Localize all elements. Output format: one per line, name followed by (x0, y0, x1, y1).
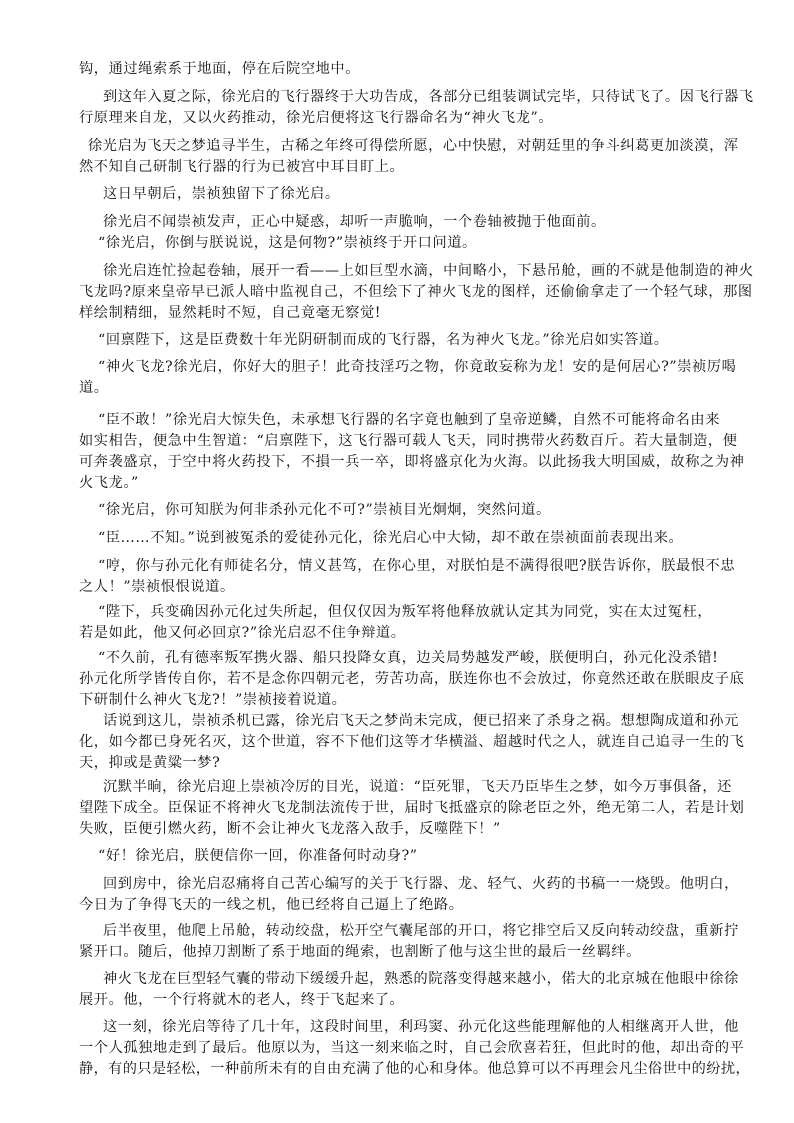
text-line: “臣不敢！”徐光启大惊失色，未承想飞行器的名字竟也触到了皇帝逆鳞，自然不可能将命名由来 (98, 412, 720, 428)
text-line: 火飞龙。” (79, 475, 139, 491)
text-line: 展开。他，一个行将就木的老人，终于飞起来了。 (79, 992, 405, 1008)
text-line: “回禀陛下，这是臣费数十年光阴研制而成的飞行器，名为神火飞龙。”徐光启如实答道。 (98, 332, 669, 348)
text-line: 之人！”崇祯恨恨说道。 (79, 579, 235, 595)
text-line: 如实相告，便急中生智道：“启禀陛下，这飞行器可载人飞天，同时携带火药数百斤。若大量制造，便 (79, 433, 738, 449)
text-line: 钩，通过绳索系于地面，停在后院空地中。 (79, 61, 360, 77)
text-line: 神火飞龙在巨型轻气囊的带动下缓缓升起，熟悉的院落变得越来越小，偌大的北京城在他眼中徐徐 (103, 971, 739, 987)
text-line: “陛下，兵变确因孙元化过失所起，但仅仅因为叛军将他释放就认定其为同党，实在太过冤枉， (98, 604, 713, 620)
text-line: “徐光启，你可知朕为何非杀孙元化不可?”崇祯目光炯炯，突然问道。 (98, 502, 551, 518)
text-line: 话说到这儿，崇祯杀机已露，徐光启飞天之梦尚未完成，便已招来了杀身之祸。想想陶成道和孙元 (103, 713, 739, 729)
text-line: “神火飞龙?徐光启，你好大的胆子！此奇技淫巧之物，你竟敢妄称为龙！安的是何居心?”崇祯厉喝 (98, 359, 737, 375)
text-line: “好！徐光启，朕便信你一回，你准备何时动身?” (98, 848, 418, 864)
text-line: 后半夜里，他爬上吊舱，转动绞盘，松开空气囊尾部的开口，将它排空后又反向转动绞盘，重新拧 (103, 923, 739, 939)
text-line: 飞龙吗?原来皇帝早已派人暗中监视自己，不但绘下了神火飞龙的图样，还偷偷拿走了一个轻气球，那图 (79, 284, 753, 300)
text-line: 下研制什么神火飞龙?！”崇祯接着说道。 (79, 692, 347, 708)
text-line: 到这年入夏之际，徐光启的飞行器终于大功告成，各部分已组装调试完毕，只待试飞了。因飞行器飞 (103, 89, 754, 105)
text-line: 若是如此，他又何必回京?”徐光启忍不住争辩道。 (79, 625, 406, 641)
text-line: 沉默半晌，徐光启迎上崇祯冷厉的目光，说道：“臣死罪，飞天乃臣毕生之梦，如今万事俱备，还 (103, 779, 732, 795)
text-line: 回到房中，徐光启忍痛将自己苦心编写的关于飞行器、龙、轻气、火药的书稿一一烧毁。他明白， (103, 876, 739, 892)
text-line: 紧开口。随后，他掉刀割断了系于地面的绳索，也割断了他与这尘世的最后一丝羁绊。 (79, 944, 641, 960)
text-line: “哼，你与孙元化有师徒名分，情义甚笃，在你心里，对朕怕是不满得很吧?朕告诉你，朕最恨不忠 (98, 558, 736, 574)
text-line: 样绘制精细，显然耗时不短，自己竟毫无察觉! (79, 305, 382, 321)
text-line: 道。 (79, 380, 109, 396)
text-line: 可奔袭盛京，于空中将火药投下，不損一兵一卒，即将盛京化为火海。以此扬我大明国威，故称之为神 (79, 454, 745, 470)
text-line: “不久前，孔有德率叛军携火器、船只投降女真，边关局势越发严峻，朕便明白，孙元化没杀错! (98, 650, 719, 666)
text-line: 化，如今都已身死名灭，这个世道，容不下他们这等才华横溢、超越时代之人，就连自己追寻一生的飞 (79, 734, 745, 750)
text-line: 徐光启连忙捡起卷轴，展开一看——上如巨型水滴，中间略小，下悬吊舱，画的不就是他制造的神火 (103, 263, 754, 279)
text-line: “臣……不知。”说到被冤杀的爱徒孙元化，徐光启心中大恸，却不敢在崇祯面前表现出来。 (98, 530, 684, 546)
text-line: 天，抑或是黄粱一梦? (79, 755, 221, 771)
text-line: “徐光启，你倒与朕说说，这是何物?”崇祯终于开口问道。 (98, 235, 477, 251)
text-line: 徐光启为飞天之梦追寻半生，古稀之年终可得偿所愿，心中快慰，对朝廷里的争斗纠葛更加淡漠，浑 (88, 138, 739, 154)
text-line: 然不知自己研制飞行器的行为已被宫中耳目盯上。 (79, 159, 405, 175)
text-line: 一个人孤独地走到了最后。他原以为，当这一刻来临之时，自己会欣喜若狂，但此时的他，却出奇的平 (79, 1040, 745, 1056)
text-line: 静，有的只是轻松，一种前所未有的自由充满了他的心和身体。他总算可以不再理会凡尘俗世中的纷扰， (79, 1061, 751, 1077)
text-line: 这日早朝后，崇祯独留下了徐光启。 (103, 186, 340, 202)
text-line: 行原理来自龙，又以火药推动，徐光启便将这飞行器命名为“神火飞龙”。 (79, 110, 554, 126)
text-line: 这一刻，徐光启等待了几十年，这段时间里，利玛窦、孙元化这些能理解他的人相继离开人世，他 (103, 1019, 739, 1035)
text-line: 徐光启不闻崇祯发声，正心中疑惑，却听一声脆响，一个卷轴被抛于他面前。 (103, 214, 606, 230)
text-line: 失败，臣便引燃火药，断不会让神火飞龙落入敌手，反噬陛下！” (79, 821, 501, 837)
text-line: 今日为了争得飞天的一线之机，他已经将自己逼上了绝路。 (79, 897, 464, 913)
text-line: 望陛下成全。臣保证不将神火飞龙制法流传于世，届时飞抵盛京的除老臣之外，绝无第二人，若是计划 (79, 800, 745, 816)
text-line: 孙元化所学皆传自你，若不是念你四朝元老，劳苦功高，朕连你也不会放过，你竟然还敢在朕眼皮子底 (79, 671, 745, 687)
